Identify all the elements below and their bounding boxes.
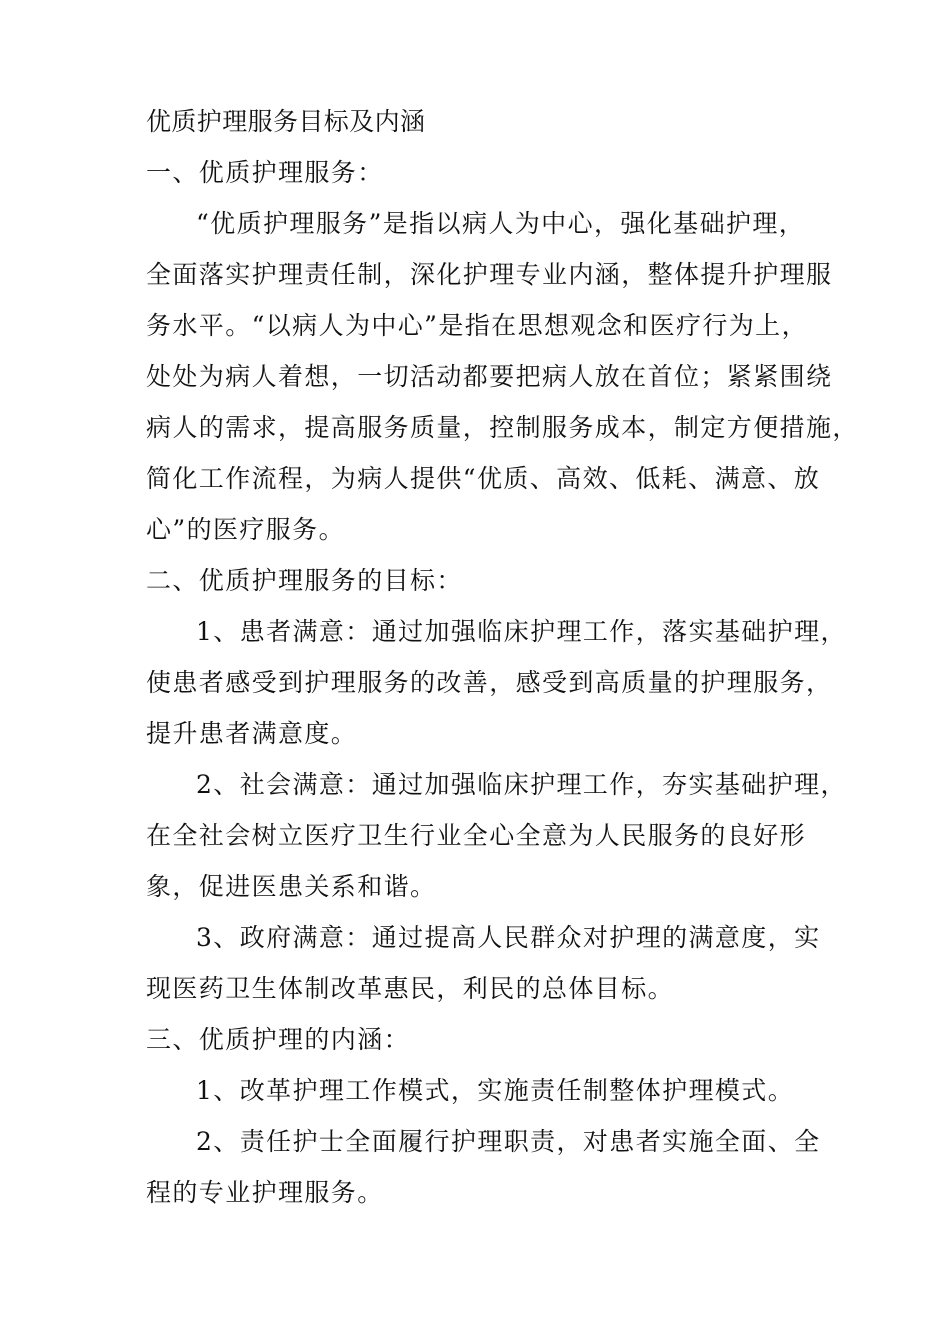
- goal-item-1: [146, 606, 847, 759]
- paragraph-line: 处处为病人着想，一切活动都要把病人放在首位；紧紧围绕: [146, 362, 833, 391]
- paragraph-line: 1、改革护理工作模式，实施责任制整体护理模式。: [196, 1076, 795, 1105]
- section-3-heading: 三、优质护理的内涵：: [146, 1025, 411, 1054]
- paragraph-line: 象，促进医患关系和谐。: [146, 872, 437, 901]
- paragraph-line: 病人的需求，提高服务质量，控制服务成本，制定方便措施，: [146, 413, 859, 442]
- paragraph-line: 务水平。“以病人为中心”是指在思想观念和医疗行为上，: [146, 311, 808, 340]
- paragraph-line: 使患者感受到护理服务的改善，感受到高质量的护理服务，: [146, 668, 833, 697]
- paragraph-line: 3、政府满意：通过提高人民群众对护理的满意度，实: [196, 923, 821, 952]
- section-1-paragraph: [146, 198, 859, 555]
- paragraph-line: 2、责任护士全面履行护理职责，对患者实施全面、全: [196, 1127, 821, 1156]
- paragraph-line: 在全社会树立医疗卫生行业全心全意为人民服务的良好形: [146, 821, 807, 850]
- paragraph-line: 现医药卫生体制改革惠民，利民的总体目标。: [146, 974, 675, 1003]
- paragraph-line: “优质护理服务”是指以病人为中心，强化基础护理，: [196, 209, 806, 238]
- connotation-item-1: [146, 1065, 806, 1116]
- goal-item-2: [146, 759, 847, 912]
- paragraph-line: 简化工作流程，为病人提供“优质、高效、低耗、满意、放: [146, 464, 821, 493]
- paragraph-line: 提升患者满意度。: [146, 719, 358, 748]
- section-2-heading: 二、优质护理服务的目标：: [146, 566, 463, 595]
- paragraph-line: 2、社会满意：通过加强临床护理工作，夯实基础护理，: [196, 770, 847, 799]
- paragraph-line: 全面落实护理责任制，深化护理专业内涵，整体提升护理服: [146, 260, 833, 289]
- section-1-heading: 一、优质护理服务：: [146, 158, 384, 187]
- connotation-item-2: [146, 1116, 821, 1218]
- paragraph-line: 程的专业护理服务。: [146, 1178, 384, 1207]
- paragraph-line: 心”的医疗服务。: [146, 515, 345, 544]
- document-title: 优质护理服务目标及内涵: [146, 107, 426, 136]
- paragraph-line: 1、患者满意：通过加强临床护理工作，落实基础护理，: [196, 617, 847, 646]
- goal-item-3: [146, 912, 821, 1014]
- document-body: [146, 96, 859, 1218]
